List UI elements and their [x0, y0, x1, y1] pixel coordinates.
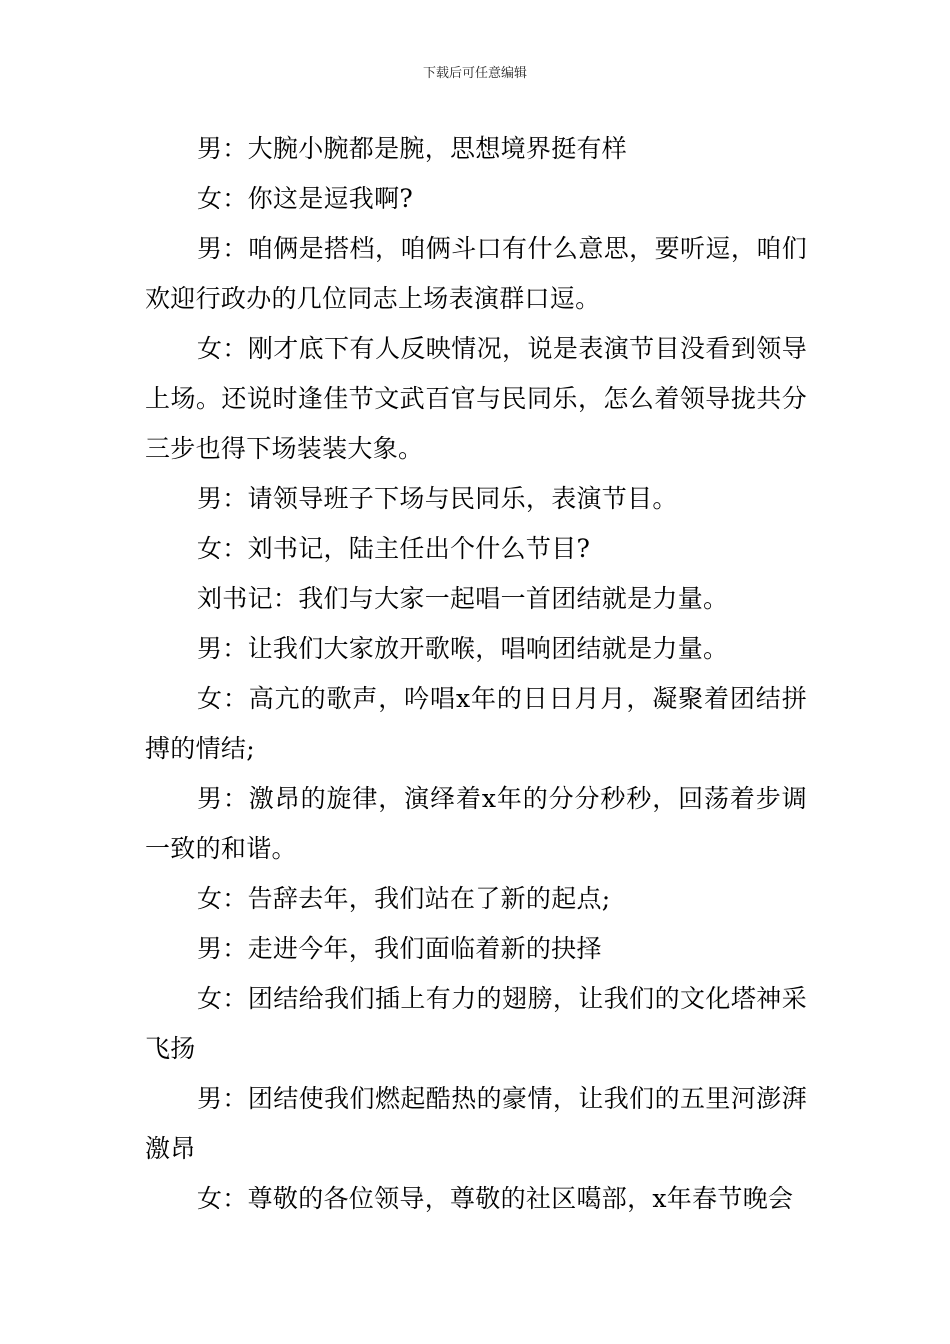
paragraph: 男：大腕小腕都是腕，思想境界挺有样	[197, 134, 628, 163]
paragraph: 女：高亢的歌声，吟唱x年的日日月月，凝聚着团结拼搏的情结;	[145, 684, 807, 763]
document-body	[145, 124, 807, 1224]
paragraph: 男：请领导班子下场与民同乐，表演节目。	[197, 484, 678, 513]
paragraph: 女：团结给我们插上有力的翅膀，让我们的文化塔神采飞扬	[145, 984, 807, 1063]
paragraph: 刘书记：我们与大家一起唱一首团结就是力量。	[197, 584, 729, 613]
paragraph: 男：激昂的旋律，演绎着x年的分分秒秒，回荡着步调一致的和谐。	[145, 784, 807, 863]
paragraph: 男：让我们大家放开歌喉，唱响团结就是力量。	[197, 634, 729, 663]
paragraph: 男：走进今年，我们面临着新的抉择	[197, 934, 602, 963]
paragraph: 男：团结使我们燃起酷热的豪情，让我们的五里河澎湃激昂	[145, 1084, 807, 1163]
paragraph: 男：咱俩是搭档，咱俩斗口有什么意思，要听逗，咱们欢迎行政办的几位同志上场表演群口逗。	[145, 234, 807, 313]
paragraph: 女：刚才底下有人反映情况，说是表演节目没看到领导上场。还说时逢佳节文武百官与民同乐，怎么着领导拢共分三步也得下场装装大象。	[145, 334, 807, 463]
paragraph: 女：告辞去年，我们站在了新的起点;	[197, 884, 611, 913]
page-header: 下载后可任意编辑	[422, 66, 527, 81]
paragraph: 女：你这是逗我啊?	[197, 184, 414, 213]
paragraph: 女：刘书记，陆主任出个什么节目?	[197, 534, 591, 563]
paragraph: 女：尊敬的各位领导，尊敬的社区噶部，x年春节晚会	[197, 1184, 794, 1213]
